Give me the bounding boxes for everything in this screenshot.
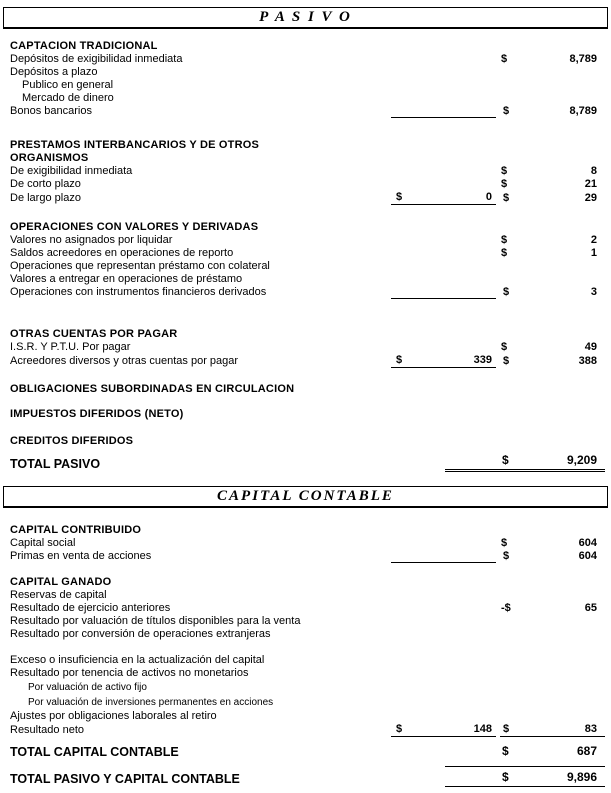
spacer	[0, 29, 611, 40]
col1-value: 21	[584, 178, 597, 190]
col2-value: 8,789	[569, 105, 597, 117]
line-item-row	[0, 680, 611, 695]
line-item-row	[0, 105, 611, 118]
col1-value: 1	[590, 247, 597, 259]
col2-dollar-sign: $	[503, 192, 510, 204]
col2-value: 9,209	[566, 453, 597, 467]
line-item-row	[0, 341, 611, 354]
amount-col1-cell	[391, 191, 496, 205]
section-header-row	[0, 524, 611, 537]
line-item-row	[0, 247, 611, 260]
line-item-label: Resultado por tenencia de activos no monetarios	[10, 667, 249, 679]
line-item-row	[0, 66, 611, 79]
col1-value: 604	[578, 537, 597, 549]
spacer	[0, 205, 611, 221]
line-item-label: Mercado de dinero	[22, 92, 114, 104]
col1-dollar-sign: $	[501, 165, 508, 177]
section-header-label: CAPITAL GANADO	[10, 576, 112, 588]
line-item-label: De exigibilidad inmediata	[10, 165, 133, 177]
spacer	[0, 563, 611, 576]
line-item-row	[0, 178, 611, 191]
line-item-label: Ajustes por obligaciones laborales al retiro	[10, 710, 217, 722]
amount-col1-cell	[391, 562, 496, 563]
line-item-label: Depósitos de exigibilidad inmediata	[10, 53, 183, 65]
spacer	[0, 737, 611, 744]
line-item-row	[0, 628, 611, 641]
col1-dollar-sign: $	[396, 354, 403, 366]
col1-dollar-sign: $	[501, 234, 508, 246]
section-header-row	[0, 328, 611, 341]
line-item-label: Saldos acreedores en operaciones de reporto	[10, 247, 234, 259]
section-header-label: PRESTAMOS INTERBANCARIOS Y DE OTROS	[10, 139, 260, 151]
line-item-row	[0, 191, 611, 205]
amount-col2-cell	[445, 766, 605, 787]
section-banner-title: P A S I V O	[259, 9, 352, 25]
line-item-row	[0, 710, 611, 723]
line-item-label: Por valuación de activo fijo	[28, 682, 147, 693]
line-item-label: Resultado por valuación de títulos disponibles para la venta	[10, 615, 301, 627]
amount-col1-cell	[496, 53, 601, 66]
line-item-row	[0, 79, 611, 92]
line-item-row	[0, 723, 611, 737]
line-item-label: I.S.R. Y P.T.U. Por pagar	[10, 341, 131, 353]
line-item-label: Exceso o insuficiencia en la actualización del capital	[10, 654, 265, 666]
section-header-row	[0, 221, 611, 234]
line-item-label: Resultado neto	[10, 724, 84, 736]
line-item-row	[0, 354, 611, 368]
line-item-row	[0, 667, 611, 680]
amount-col2-cell	[500, 286, 605, 299]
line-item-row	[0, 286, 611, 299]
line-item-label: Reservas de capital	[10, 589, 107, 601]
line-item-row	[0, 654, 611, 667]
section-header-label: CAPTACION TRADICIONAL	[10, 40, 158, 52]
amount-col2-cell	[445, 744, 605, 760]
col1-dollar-sign: $	[501, 537, 508, 549]
col2-dollar-sign: $	[502, 770, 509, 784]
col2-value: 388	[578, 355, 597, 367]
line-item-row	[0, 550, 611, 563]
amount-col1-cell	[391, 723, 496, 737]
line-item-row	[0, 165, 611, 178]
col2-dollar-sign: $	[502, 453, 509, 467]
line-item-label: Operaciones que representan préstamo con colateral	[10, 260, 270, 272]
line-item-row	[0, 260, 611, 273]
amount-col1-cell	[391, 354, 496, 368]
spacer	[0, 641, 611, 654]
line-item-label: Depósitos a plazo	[10, 66, 98, 78]
col2-dollar-sign: $	[503, 286, 510, 298]
col1-value: 8,789	[569, 53, 597, 65]
amount-col2-cell	[500, 723, 605, 737]
line-item-label: Acreedores diversos y otras cuentas por pagar	[10, 355, 239, 367]
amount-col1-cell	[496, 178, 601, 191]
amount-col1-cell	[391, 117, 496, 118]
amount-col2-cell	[500, 105, 605, 118]
line-item-row	[0, 53, 611, 66]
line-item-label: Capital social	[10, 537, 76, 549]
col1-value: 8	[590, 165, 597, 177]
col1-value: 0	[485, 191, 492, 203]
col1-dollar-sign: $	[396, 723, 403, 735]
section-header-row	[0, 383, 611, 396]
section-header-row	[0, 40, 611, 53]
line-item-label: Publico en general	[22, 79, 114, 91]
section-header-row	[0, 435, 611, 448]
col1-value: 65	[584, 602, 597, 614]
line-item-row	[0, 234, 611, 247]
amount-col1-cell	[496, 602, 601, 615]
line-item-row	[0, 695, 611, 710]
line-item-label: Valores no asignados por liquidar	[10, 234, 173, 246]
section-header-row	[0, 408, 611, 421]
line-item-label: Por valuación de inversiones permanentes en acciones	[28, 697, 274, 708]
col1-dollar-sign: $	[396, 191, 403, 203]
line-item-row	[0, 92, 611, 105]
line-item-label: Bonos bancarios	[10, 105, 92, 117]
spacer	[0, 472, 611, 486]
line-item-row	[0, 273, 611, 286]
amount-col1-cell	[496, 234, 601, 247]
spacer	[0, 396, 611, 408]
section-banner	[3, 486, 608, 508]
col2-value: 29	[584, 192, 597, 204]
total-label: TOTAL PASIVO	[10, 457, 101, 471]
total-label: TOTAL CAPITAL CONTABLE	[10, 745, 179, 759]
line-item-label: Resultado de ejercicio anteriores	[10, 602, 171, 614]
col2-value: 3	[590, 286, 597, 298]
amount-col1-cell	[496, 165, 601, 178]
col2-value: 83	[584, 723, 597, 735]
line-item-label: De corto plazo	[10, 178, 81, 190]
col2-dollar-sign: $	[503, 105, 510, 117]
section-header-row	[0, 152, 611, 165]
amount-col1-cell	[496, 537, 601, 550]
col2-value: 687	[576, 744, 597, 758]
section-header-label: OTRAS CUENTAS POR PAGAR	[10, 328, 178, 340]
col2-dollar-sign: $	[502, 744, 509, 758]
col1-dollar-sign: -$	[501, 602, 511, 614]
line-item-label: Operaciones con instrumentos financieros derivados	[10, 286, 267, 298]
col1-dollar-sign: $	[501, 247, 508, 259]
amount-col1-cell	[391, 298, 496, 299]
section-header-label: IMPUESTOS DIFERIDOS (NETO)	[10, 408, 184, 420]
col1-value: 2	[590, 234, 597, 246]
col2-dollar-sign: $	[503, 723, 510, 735]
col2-value: 604	[578, 550, 597, 562]
spacer	[0, 421, 611, 435]
amount-col1-cell	[496, 247, 601, 260]
col2-value: 9,896	[566, 770, 597, 784]
spacer	[0, 508, 611, 524]
line-item-label: De largo plazo	[10, 192, 81, 204]
line-item-row	[0, 615, 611, 628]
amount-col2-cell	[500, 550, 605, 563]
total-row	[0, 453, 611, 472]
total-label: TOTAL PASIVO Y CAPITAL CONTABLE	[10, 772, 240, 786]
col2-dollar-sign: $	[503, 355, 510, 367]
section-header-row	[0, 576, 611, 589]
line-item-row	[0, 589, 611, 602]
section-header-label: CAPITAL CONTRIBUIDO	[10, 524, 142, 536]
section-header-label: OPERACIONES CON VALORES Y DERIVADAS	[10, 221, 259, 233]
section-banner	[3, 7, 608, 29]
col1-value: 148	[473, 723, 492, 735]
total-row	[0, 766, 611, 787]
spacer	[0, 299, 611, 328]
total-row	[0, 744, 611, 760]
section-header-label: CREDITOS DIFERIDOS	[10, 435, 134, 447]
section-header-row	[0, 139, 611, 152]
col1-value: 49	[584, 341, 597, 353]
col1-dollar-sign: $	[501, 341, 508, 353]
col2-dollar-sign: $	[503, 550, 510, 562]
spacer	[0, 368, 611, 383]
line-item-label: Valores a entregar en operaciones de préstamo	[10, 273, 243, 285]
col1-dollar-sign: $	[501, 53, 508, 65]
line-item-row	[0, 537, 611, 550]
section-header-label: OBLIGACIONES SUBORDINADAS EN CIRCULACION	[10, 383, 295, 395]
amount-col1-cell	[496, 341, 601, 354]
section-banner-title: CAPITAL CONTABLE	[217, 488, 394, 504]
amount-col2-cell	[445, 453, 605, 472]
line-item-label: Primas en venta de acciones	[10, 550, 152, 562]
amount-col2-cell	[500, 192, 605, 205]
section-header-label: ORGANISMOS	[10, 152, 89, 164]
amount-col2-cell	[500, 355, 605, 368]
col1-dollar-sign: $	[501, 178, 508, 190]
line-item-row	[0, 602, 611, 615]
line-item-label: Resultado por conversión de operaciones extranjeras	[10, 628, 271, 640]
spacer	[0, 118, 611, 139]
col1-value: 339	[473, 354, 492, 366]
